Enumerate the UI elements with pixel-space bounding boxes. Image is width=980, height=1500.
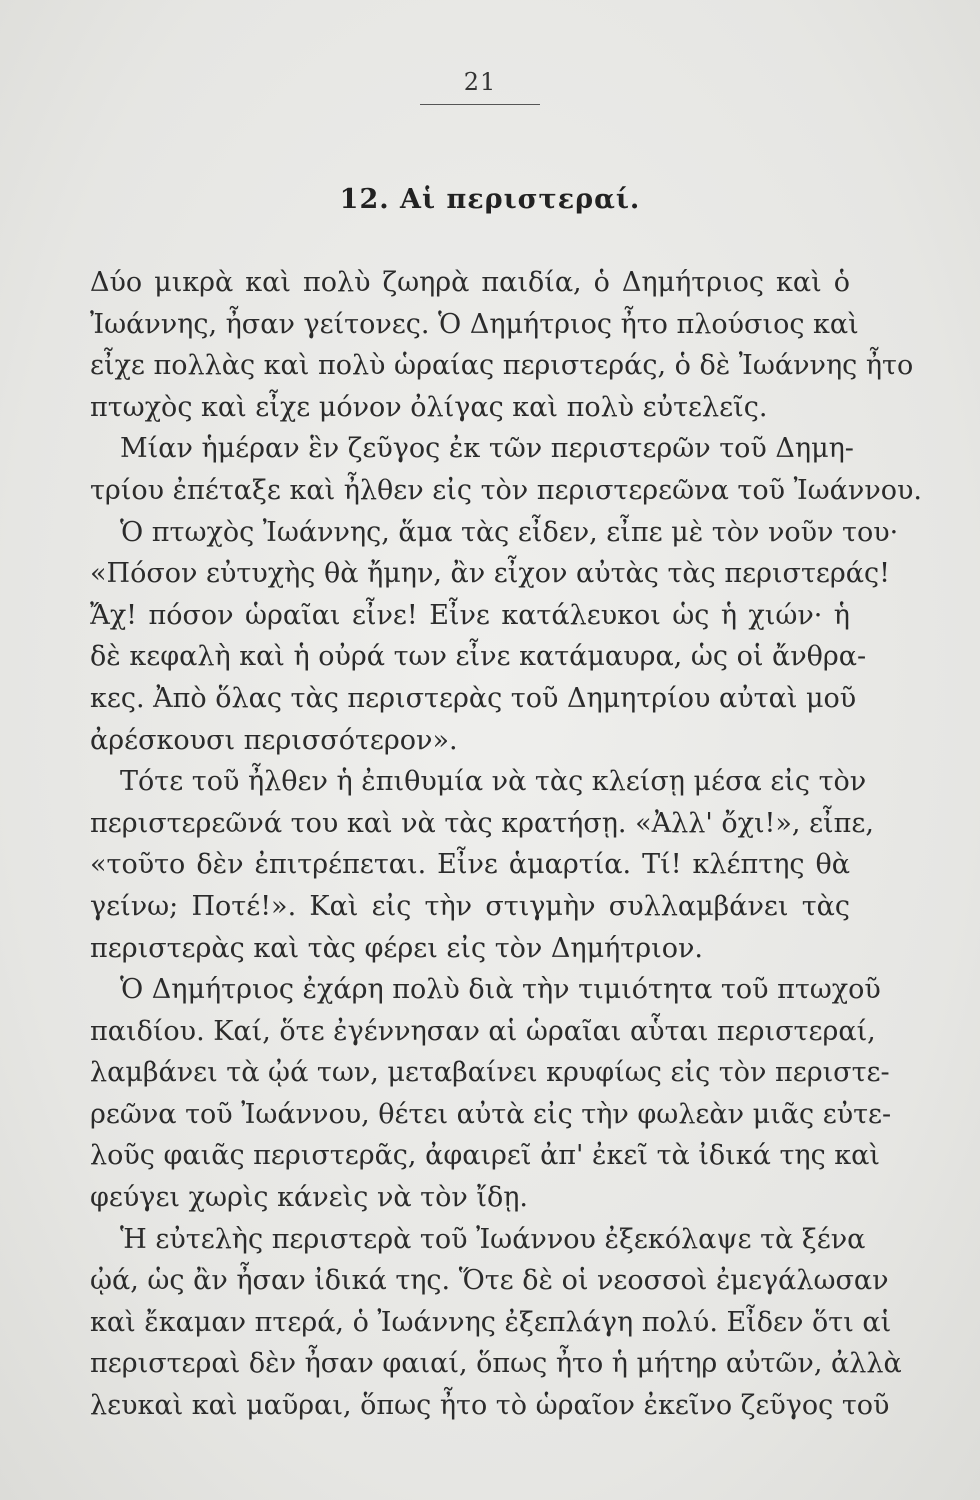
text-line: τρίου ἐπέταξε καὶ ἦλθεν εἰς τὸν περιστερεῶνα τοῦ Ἰωάννου. xyxy=(90,474,922,506)
text-line: κες. Ἀπὸ ὅλας τὰς περιστερὰς τοῦ Δημητρίου αὐταὶ μοῦ xyxy=(90,682,857,714)
text-line: εἶχε πολλὰς καὶ πολὺ ὡραίας περιστεράς, ὁ δὲ Ἰωάννης ἦτο xyxy=(90,350,914,382)
text-line: φεύγει χωρὶς κάνεὶς νὰ τὸν ἴδῃ. xyxy=(90,1182,528,1214)
text-line: Ἄχ! πόσον ὡραῖαι εἶνε! Εἶνε κατάλευκοι ὡς ἡ χιών· ἡ xyxy=(90,599,850,631)
text-line: Μίαν ἡμέραν ἓν ζεῦγος ἐκ τῶν περιστερῶν τοῦ Δημη- xyxy=(120,433,854,465)
body-text xyxy=(90,262,922,1427)
text-line: περιστεραὶ δὲν ἦσαν φαιαί, ὅπως ἦτο ἡ μήτηρ αὐτῶν, ἀλλὰ xyxy=(90,1348,902,1380)
chapter-title: 12. Αἱ περιστεραί. xyxy=(339,184,641,215)
text-line: Ὁ πτωχὸς Ἰωάννης, ἅμα τὰς εἶδεν, εἶπε μὲ τὸν νοῦν του· xyxy=(120,516,899,548)
text-line: λαμβάνει τὰ ᾠά των, μεταβαίνει κρυφίως εἰς τὸν περιστε- xyxy=(90,1057,890,1089)
text-line: Ἰωάννης, ἦσαν γείτονες. Ὁ Δημήτριος ἦτο πλούσιος καὶ xyxy=(90,308,859,340)
text-line: καὶ ἔκαμαν πτερά, ὁ Ἰωάννης ἐξεπλάγη πολύ. Εἶδεν ὅτι αἱ xyxy=(90,1306,892,1338)
text-line: «Πόσον εὐτυχὴς θὰ ἤμην, ἂν εἶχον αὐτὰς τὰς περιστεράς! xyxy=(90,558,890,590)
text-line: δὲ κεφαλὴ καὶ ἡ οὐρά των εἶνε κατάμαυρα, ὡς οἱ ἄνθρα- xyxy=(90,641,867,673)
text-line: Ἡ εὐτελὴς περιστερὰ τοῦ Ἰωάννου ἐξεκόλαψε τὰ ξένα xyxy=(120,1223,866,1255)
text-line: ᾠά, ὡς ἂν ἦσαν ἰδικά της. Ὅτε δὲ οἱ νεοσσοὶ ἐμεγάλωσαν xyxy=(90,1265,889,1297)
text-line: παιδίου. Καί, ὅτε ἐγέννησαν αἱ ὡραῖαι αὗται περιστεραί, xyxy=(90,1015,876,1047)
text-line: περιστερεῶνά του καὶ νὰ τὰς κρατήσῃ. «Ἀλλ' ὄχι!», εἶπε, xyxy=(90,807,874,839)
text-line: Τότε τοῦ ἦλθεν ἡ ἐπιθυμία νὰ τὰς κλείσῃ μέσα εἰς τὸν xyxy=(120,766,867,798)
text-line: γείνω; Ποτέ!». Καὶ εἰς τὴν στιγμὴν συλλαμβάνει τὰς xyxy=(90,890,850,922)
text-line: περιστερὰς καὶ τὰς φέρει εἰς τὸν Δημήτριον. xyxy=(90,932,703,964)
text-line: ρεῶνα τοῦ Ἰωάννου, θέτει αὐτὰ εἰς τὴν φωλεὰν μιᾶς εὐτε- xyxy=(90,1098,892,1130)
text-line: λευκαὶ καὶ μαῦραι, ὅπως ἦτο τὸ ὡραῖον ἐκεῖνο ζεῦγος τοῦ xyxy=(90,1390,890,1422)
text-line: ἀρέσκουσι περισσότερον». xyxy=(90,724,458,756)
page-number: 21 xyxy=(463,68,497,96)
text-line: «τοῦτο δὲν ἐπιτρέπεται. Εἶνε ἁμαρτία. Τί! κλέπτης θὰ xyxy=(90,849,850,881)
text-line: λοῦς φαιᾶς περιστερᾶς, ἀφαιρεῖ ἀπ' ἐκεῖ τὰ ἰδικά της καὶ xyxy=(90,1140,880,1172)
page-number-rule xyxy=(420,104,540,105)
text-line: Ὁ Δημήτριος ἐχάρη πολὺ διὰ τὴν τιμιότητα τοῦ πτωχοῦ xyxy=(120,974,881,1006)
text-line: πτωχὸς καὶ εἶχε μόνον ὀλίγας καὶ πολὺ εὐτελεῖς. xyxy=(90,391,768,423)
text-line: Δύο μικρὰ καὶ πολὺ ζωηρὰ παιδία, ὁ Δημήτριος καὶ ὁ xyxy=(90,267,850,298)
